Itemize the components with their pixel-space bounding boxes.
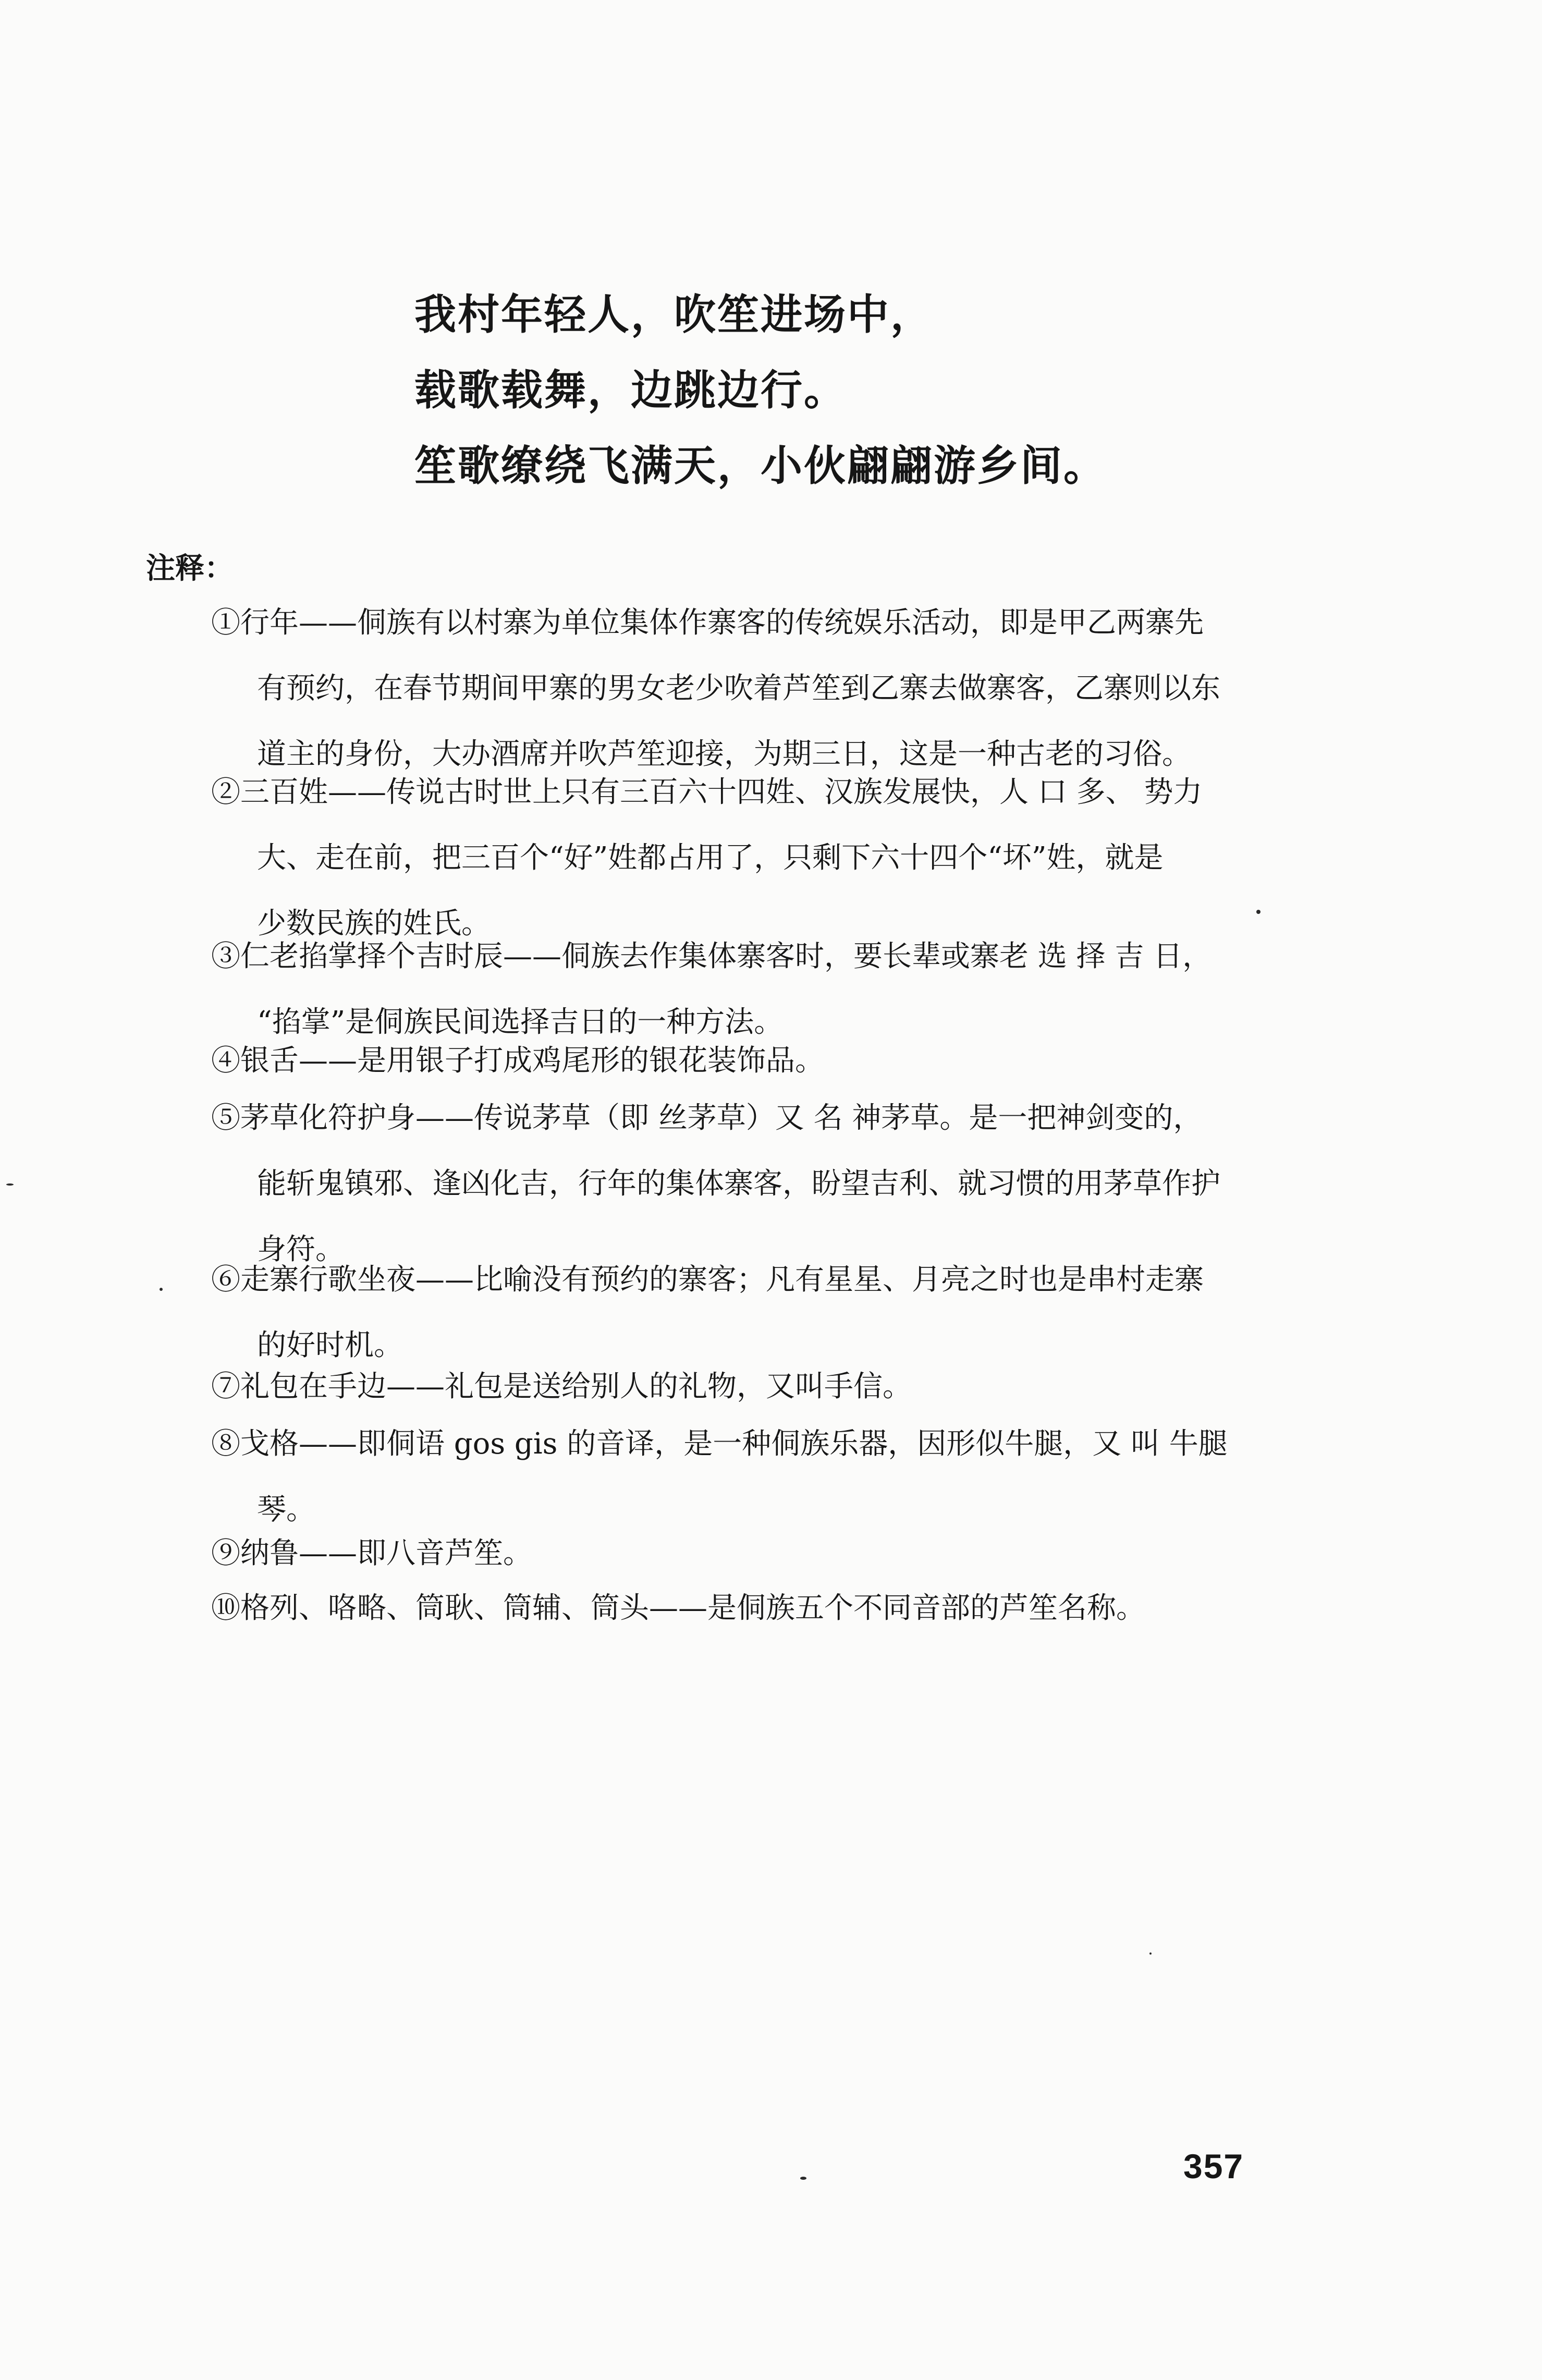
scan-speck — [160, 1288, 163, 1291]
note-line: ⑦礼包在手边——礼包是送给别人的礼物，又叫手信。 — [211, 1370, 912, 1403]
note-line: ⑥走寨行歌坐夜——比喻没有预约的寨客；凡有星星、月亮之时也是串村走寨 — [211, 1263, 1204, 1297]
note-line: 琴。 — [257, 1493, 315, 1527]
note-line: ⑩格列、咯略、筒耿、筒辅、筒头——是侗族五个不同音部的芦笙名称。 — [211, 1591, 1145, 1625]
scan-speck — [1149, 1952, 1152, 1955]
poem-line: 载歌载舞，边跳边行。 — [414, 365, 847, 414]
note-line: ⑤茅草化符护身——传说茅草（即 丝茅草）又 名 神茅草。是一把神剑变的， — [211, 1101, 1203, 1135]
note-item — [211, 1535, 1337, 1572]
note-line: ⑧戈格——即侗语 gos gis 的音译，是一种侗族乐器，因形似牛腿，又 叫 牛腿 — [211, 1427, 1228, 1461]
note-line: ②三百姓——传说古时世上只有三百六十四姓、汉族发展快，人 口 多、 势力 — [211, 775, 1203, 809]
page-number: 357 — [1183, 2147, 1244, 2186]
note-item — [211, 1100, 1337, 1268]
note-item — [211, 938, 1337, 1041]
poem-line: 我村年轻人，吹笙进场中， — [414, 290, 934, 339]
note-item — [211, 1426, 1337, 1528]
note-item — [211, 1262, 1337, 1364]
note-line: ⑨纳鲁——即八音芦笙。 — [211, 1536, 532, 1570]
note-line: ①行年——侗族有以村寨为单位集体作寨客的传统娱乐活动，即是甲乙两寨先 — [211, 606, 1204, 640]
note-item — [211, 1590, 1337, 1627]
notes-heading: 注释： — [146, 551, 234, 585]
scan-speck — [800, 2177, 806, 2180]
note-line: “掐掌”是侗族民间选择吉日的一种方法。 — [257, 1005, 784, 1039]
note-line: 有预约，在春节期间甲寨的男女老少吹着芦笙到乙寨去做寨客，乙寨则以东 — [257, 672, 1220, 705]
note-item — [211, 774, 1337, 942]
note-line: 道主的身份，大办酒席并吹芦笙迎接，为期三日，这是一种古老的习俗。 — [257, 737, 1191, 771]
poem-line: 笙歌缭绕飞满天，小伙翩翩游乡间。 — [414, 441, 1107, 490]
note-line: 身符。 — [257, 1232, 345, 1266]
note-item — [211, 1369, 1337, 1405]
note-line: 的好时机。 — [257, 1328, 403, 1362]
note-item — [211, 605, 1337, 773]
note-line: 大、走在前，把三百个“好”姓都占用了，只剩下六十四个“坏”姓，就是 — [257, 841, 1164, 875]
scan-speck — [6, 1183, 14, 1186]
scan-speck — [1256, 910, 1260, 914]
note-line: ③仁老掐掌择个吉时辰——侗族去作集体寨客时，要长辈或寨老 选 择 吉 日， — [211, 939, 1212, 973]
note-line: 能斩鬼镇邪、逢凶化吉，行年的集体寨客，盼望吉利、就习惯的用茅草作护 — [257, 1167, 1220, 1201]
note-line: 少数民族的姓氏。 — [257, 907, 491, 941]
note-item — [211, 1043, 1337, 1079]
note-line: ④银舌——是用银子打成鸡尾形的银花装饰品。 — [211, 1044, 824, 1078]
